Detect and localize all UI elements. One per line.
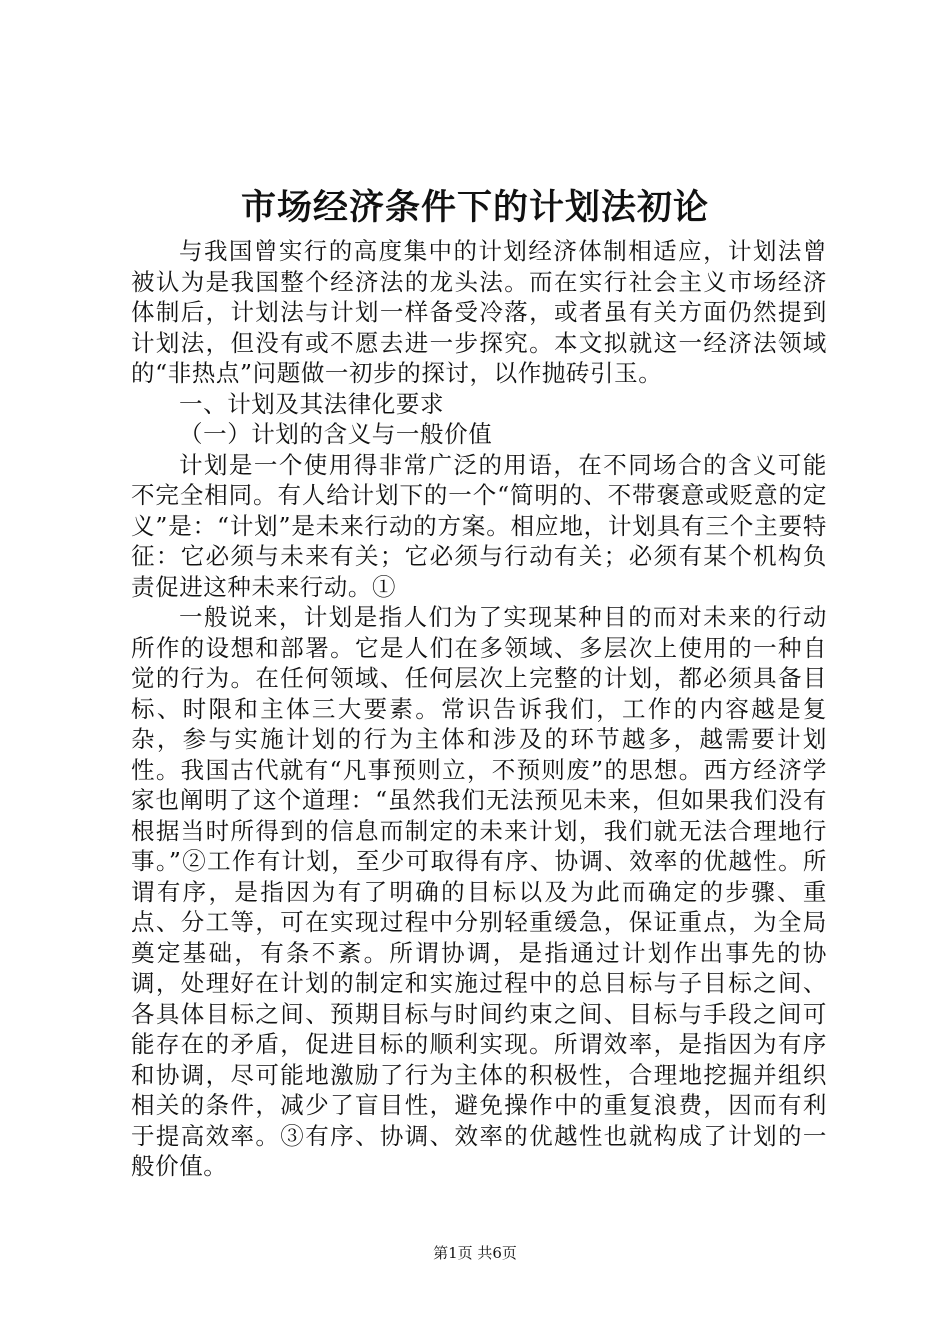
paragraph-definition: 计划是一个使用得非常广泛的用语，在不同场合的含义可能不完全相同。有人给计划下的一个“简明的、不带褒意或贬意的定义”是：“计划”是未来行动的方案。相应地，计划具有三个主要特征：它必须与未来有关；它必须与行动有关；必须有某个机构负责促进这种未来行动。① [131, 450, 827, 601]
document-title: 市场经济条件下的计划法初论 [240, 188, 709, 228]
paragraph-intro: 与我国曾实行的高度集中的计划经济体制相适应，计划法曾被认为是我国整个经济法的龙头法。而在实行社会主义市场经济体制后，计划法与计划一样备受冷落，或者虽有关方面仍然提到计划法，但没有或不愿去进一步探究。本文拟就这一经济法领域的“非热点”问题做一初步的探讨，以作抛砖引玉。 [131, 237, 827, 387]
subsection-heading: （一）计划的含义与一般价值 [179, 420, 493, 448]
paragraph-general-value: 一般说来，计划是指人们为了实现某种目的而对未来的行动所作的设想和部署。它是人们在多领域、多层次上使用的一种自觉的行为。在任何领域、任何层次上完整的计划，都必须具备目标、时限和主体三大要素。常识告诉我们，工作的内容越是复杂，参与实施计划的行为主体和涉及的环节越多，越需要计划性。我国古代就有“凡事预则立，不预则废”的思想。西方经济学家也阐明了这个道理：“虽然我们无法预见未来，但如果我们没有根据当时所得到的信息而制定的未来计划，我们就无法合理地行事。”②工作有计划，至少可取得有序、协调、效率的优越性。所谓有序，是指因为有了明确的目标以及为此而确定的步骤、重点、分工等，可在实现过程中分别轻重缓急，保证重点，为全局奠定基础，有条不紊。所谓协调，是指通过计划作出事先的协调，处理好在计划的制定和实施过程中的总目标与子目标之间、各具体目标之间、预期目标与时间约束之间、目标与手段之间可能存在的矛盾，促进目标的顺利实现。所谓效率，是指因为有序和协调，尽可能地激励了行为主体的积极性，合理地挖掘并组织相关的条件，减少了盲目性，避免操作中的重复浪费，因而有利于提高效率。③有序、协调、效率的优越性也就构成了计划的一般价值。 [131, 603, 827, 1180]
page-footer: 第1页 共6页 [433, 1244, 517, 1262]
document-body [131, 236, 827, 1182]
section-heading: 一、计划及其法律化要求 [179, 389, 445, 418]
